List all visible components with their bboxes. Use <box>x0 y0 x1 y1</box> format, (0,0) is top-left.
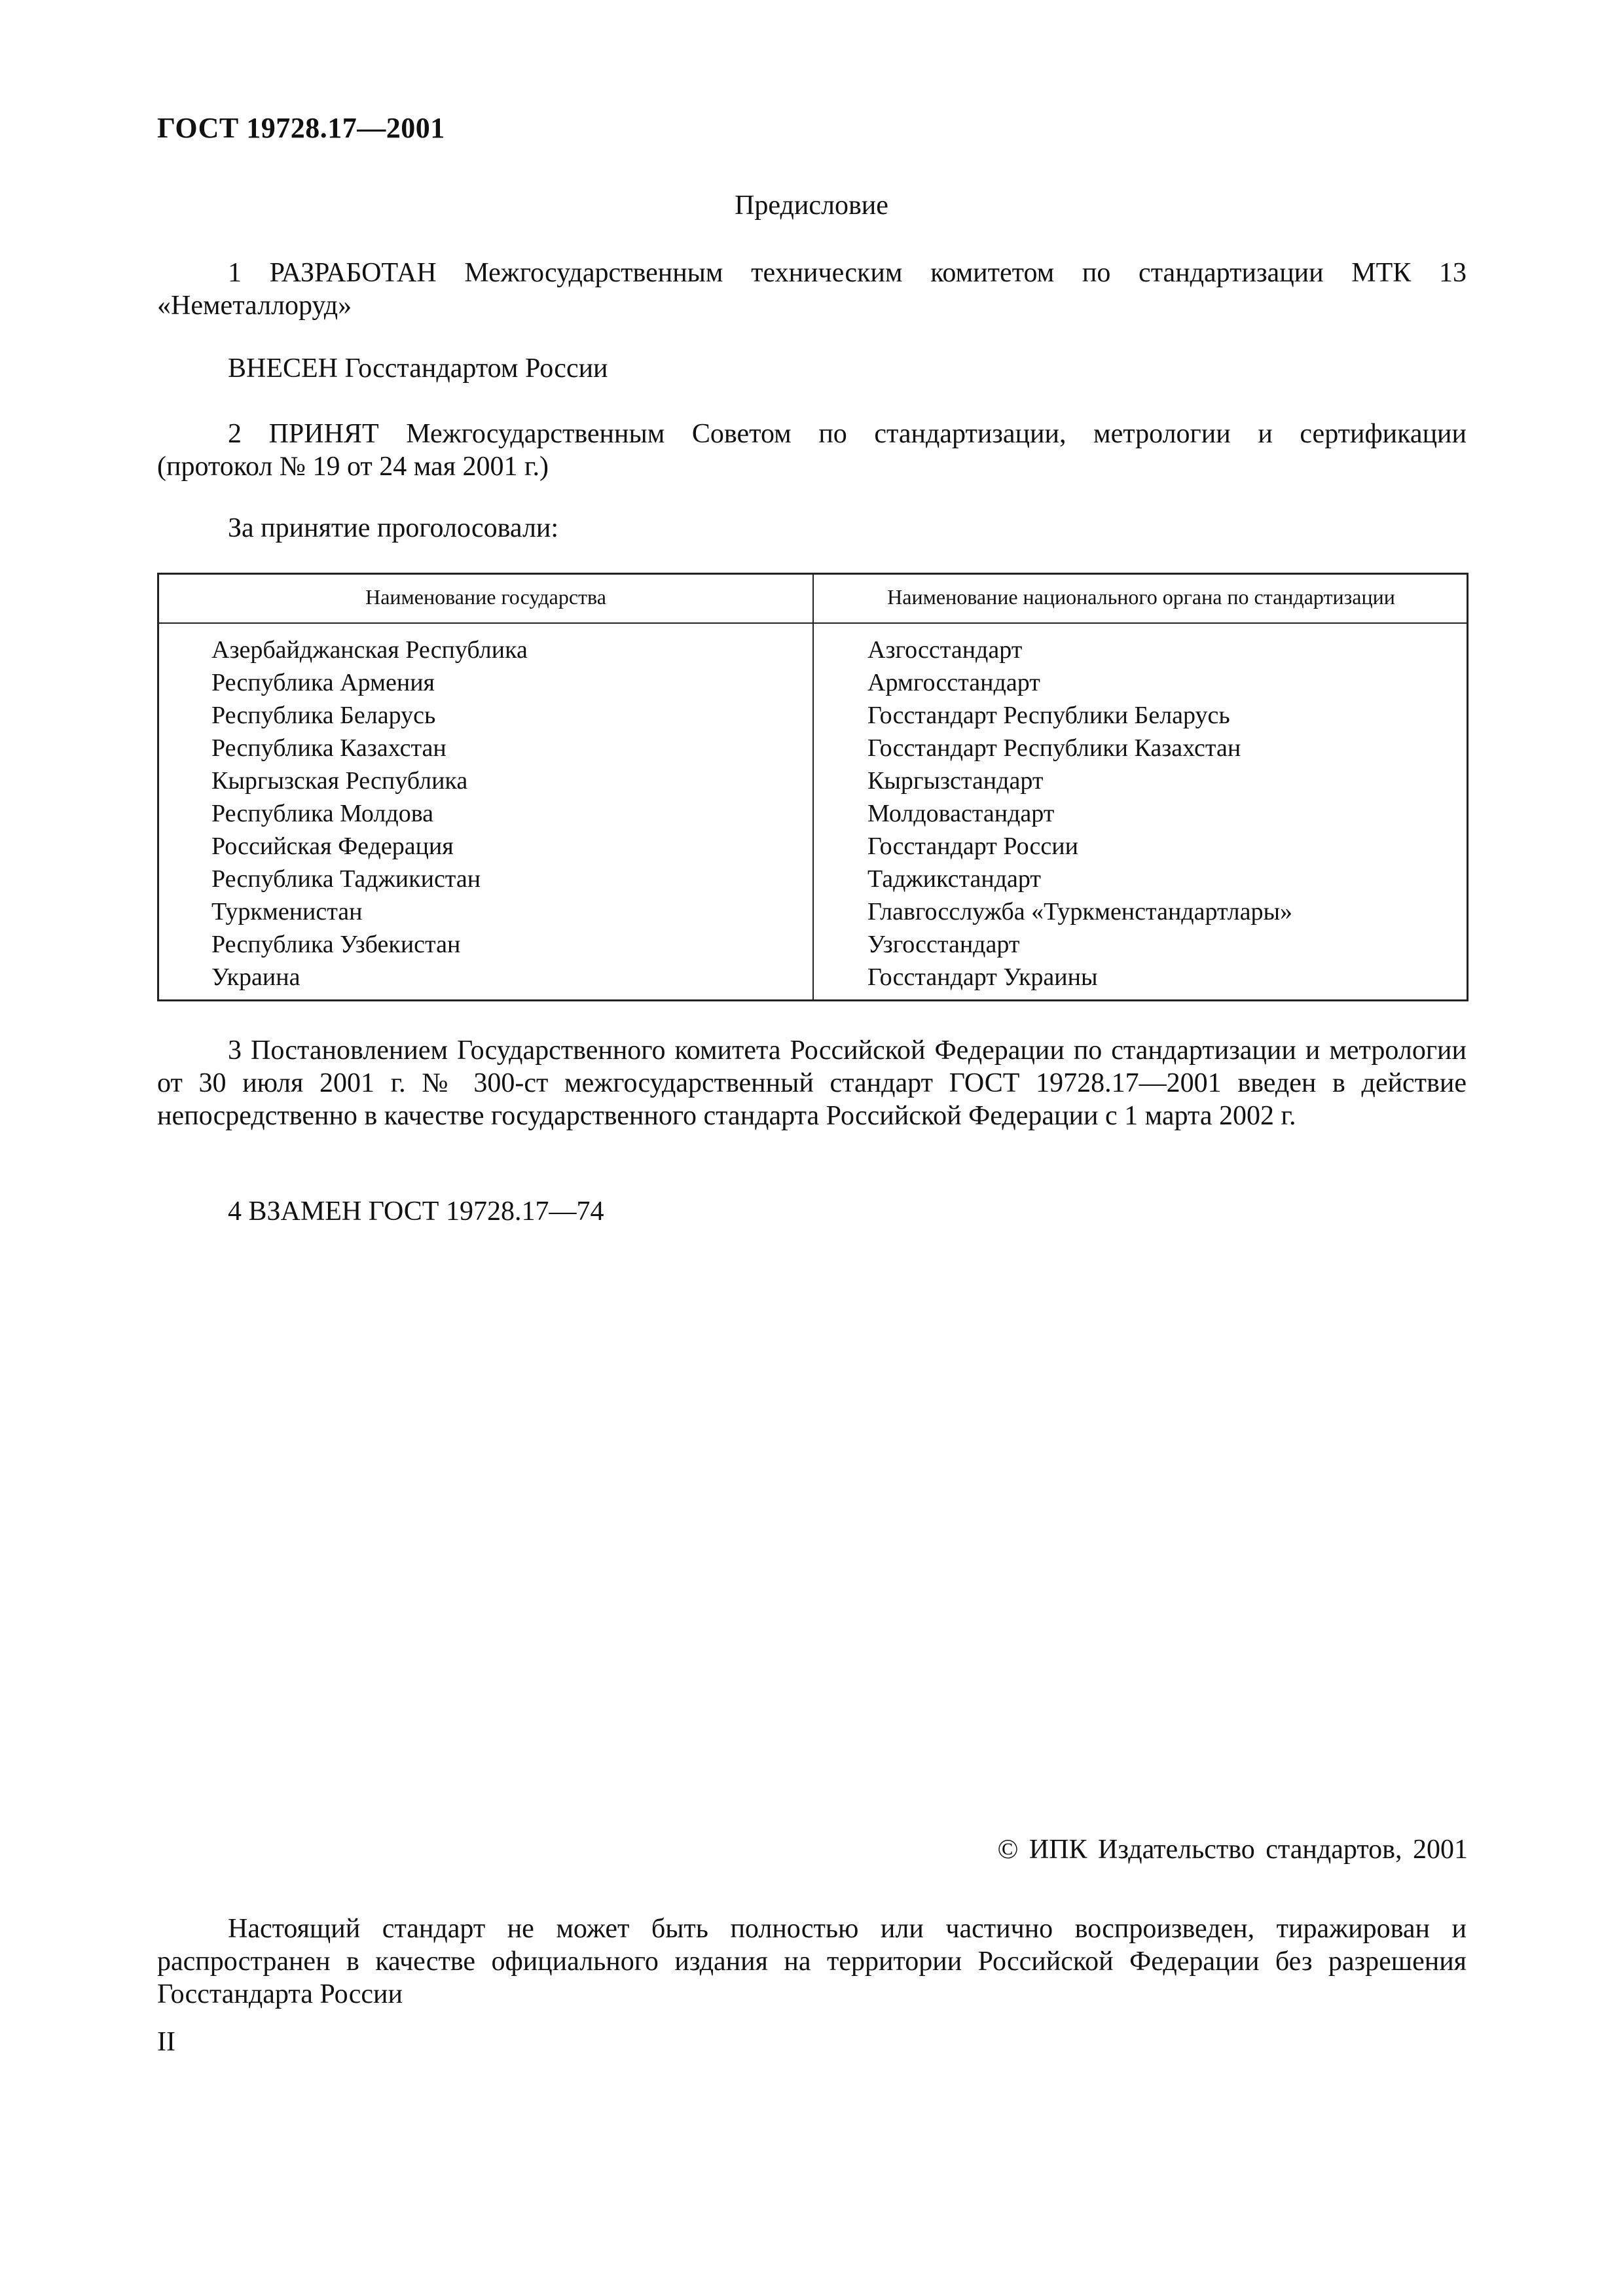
page-number: II <box>157 2027 175 2057</box>
table-cell-state: Республика Армения <box>211 669 435 696</box>
document-code: ГОСТ 19728.17—2001 <box>157 112 445 144</box>
reproduction-notice: Настоящий стандарт не может быть полностью или частично воспроизведен, тиражирован и распространен в качестве официального издания на территории Российской Федерации без разрешения Госстандарта России <box>157 1914 1467 2009</box>
paragraph-adopted <box>157 418 1467 483</box>
table-cell-body: Армгосстандарт <box>867 669 1040 696</box>
paragraph-submitted: ВНЕСЕН Госстандартом России <box>228 353 608 384</box>
paragraph-developed-line2: «Неметаллоруд» <box>157 291 352 321</box>
paragraph-developed-line1: 1 РАЗРАБОТАН Межгосударственным техническим комитетом по стандартизации МТК 13 <box>228 258 1467 288</box>
table-cell-body: Молдовастандарт <box>867 800 1055 827</box>
table-cell-body: Азгосстандарт <box>867 636 1023 664</box>
table-cell-body: Госстандарт Республики Беларусь <box>867 702 1230 729</box>
table-cell-state: Республика Казахстан <box>211 734 447 762</box>
table-column-states <box>211 634 528 994</box>
table-cell-state: Азербайджанская Республика <box>211 636 528 664</box>
table-header-state: Наименование государства <box>365 585 606 609</box>
table-cell-state: Туркменистан <box>211 898 363 925</box>
section-title: Предисловие <box>735 190 888 221</box>
table-cell-body: Узгосстандарт <box>867 931 1020 958</box>
paragraph-adopted-line1: 2 ПРИНЯТ Межгосударственным Советом по стандартизации, метрологии и сертификации <box>228 419 1467 449</box>
copyright-line: © ИПК Издательство стандартов, 2001 <box>997 1835 1468 1865</box>
table-column-divider <box>812 575 814 999</box>
table-cell-body: Госстандарт Республики Казахстан <box>867 734 1241 762</box>
table-cell-state: Российская Федерация <box>211 833 454 860</box>
table-cell-body: Главгосслужба «Туркменстандартлары» <box>867 898 1293 925</box>
table-cell-body: Таджикстандарт <box>867 865 1042 893</box>
table-header-body: Наименование национального органа по стандартизации <box>887 585 1395 609</box>
paragraph-enacted: 3 Постановлением Государственного комитета Российской Федерации по стандартизации и метрологии от 30 июля 2001 г. № 300-ст межгосударственный стандарт ГОСТ 19728.17—2001 введен в действие непосредственно в качестве государственного стандарта Российской Федерации с 1 марта 2002 г. <box>157 1035 1467 1131</box>
table-cell-state: Республика Беларусь <box>211 702 436 729</box>
table-cell-body: Госстандарт России <box>867 833 1078 860</box>
voting-table <box>157 573 1468 1001</box>
paragraph-replaces: 4 ВЗАМЕН ГОСТ 19728.17—74 <box>228 1196 604 1227</box>
table-cell-state: Республика Таджикистан <box>211 865 481 893</box>
table-cell-body: Кыргызстандарт <box>867 767 1044 795</box>
paragraph-developed <box>157 257 1467 322</box>
table-cell-state: Республика Молдова <box>211 800 434 827</box>
table-cell-state: Украина <box>211 963 301 991</box>
paragraph-voted: За принятие проголосовали: <box>228 513 559 543</box>
table-header-divider <box>159 622 1467 624</box>
table-cell-state: Республика Узбекистан <box>211 931 461 958</box>
paragraph-adopted-line2: (протокол № 19 от 24 мая 2001 г.) <box>157 452 549 482</box>
table-cell-state: Кыргызская Республика <box>211 767 468 795</box>
table-cell-body: Госстандарт Украины <box>867 963 1098 991</box>
table-column-bodies <box>867 634 1292 994</box>
